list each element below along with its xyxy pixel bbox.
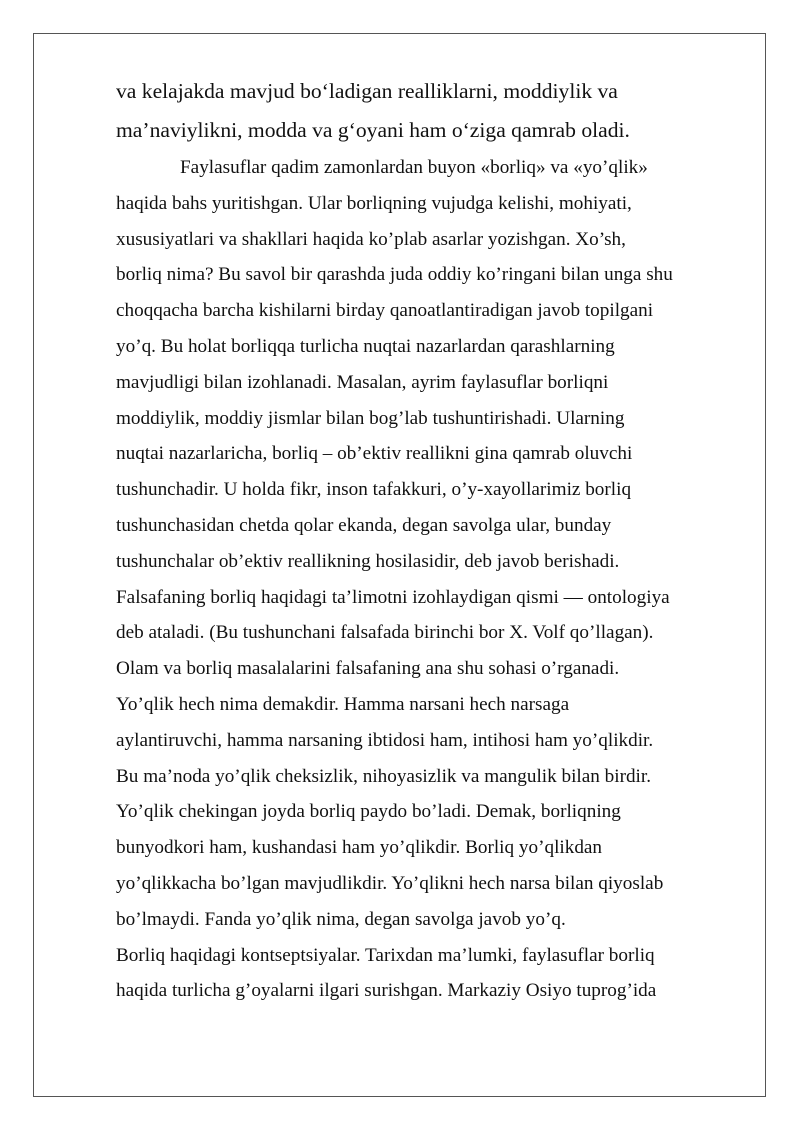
- text-line: Falsafaning borliq haqidagi ta’limotni izohlaydigan qismi — ontologiya: [116, 586, 670, 608]
- document-body: [116, 72, 756, 1009]
- text-line: haqida turlicha g’oyalarni ilgari surishgan. Markaziy Osiyo tuprog’ida: [116, 980, 657, 1002]
- text-line: yo’qlikkacha bo’lgan mavjudlikdir. Yo’qlikni hech narsa bilan qiyoslab: [116, 872, 664, 894]
- text-line: ma’naviylikni, modda va g‘oyani ham o‘ziga qamrab oladi.: [116, 118, 630, 142]
- text-line: Yo’qlik hech nima demakdir. Hamma narsani hech narsaga: [116, 693, 570, 715]
- paragraph-first-line: Faylasuflar qadim zamonlardan buyon «borliq» va «yo’qlik»: [180, 157, 648, 178]
- text-line: deb ataladi. (Bu tushunchani falsafada birinchi bor X. Volf qo’llagan).: [116, 622, 654, 644]
- text-line: Olam va borliq masalalarini falsafaning ana shu sohasi o’rganadi.: [116, 658, 620, 680]
- text-line: xususiyatlari va shakllari haqida ko’plab asarlar yozishgan. Xo’sh,: [116, 228, 626, 250]
- text-line: aylantiruvchi, hamma narsaning ibtidosi ham, intihosi ham yo’qlikdir.: [116, 729, 654, 751]
- text-line: borliq nima? Bu savol bir qarashda juda oddiy ko’ringani bilan unga shu: [116, 264, 673, 286]
- text-line: choqqacha barcha kishilarni birday qanoatlantiradigan javob topilgani: [116, 300, 654, 322]
- text-line: mavjudligi bilan izohlanadi. Masalan, ayrim faylasuflar borliqni: [116, 371, 609, 393]
- text-line: haqida bahs yuritishgan. Ular borliqning vujudga kelishi, mohiyati,: [116, 192, 632, 214]
- text-line: tushunchadir. U holda fikr, inson tafakkuri, o’y-xayollarimiz borliq: [116, 479, 632, 501]
- text-line: nuqtai nazarlaricha, borliq – ob’ektiv reallikni gina qamrab oluvchi: [116, 443, 633, 465]
- text-line: tushunchasidan chetda qolar ekanda, degan savolga ular, bunday: [116, 514, 612, 536]
- text-line: Yo’qlik chekingan joyda borliq paydo bo’ladi. Demak, borliqning: [116, 801, 621, 823]
- text-line: tushunchalar ob’ektiv reallikning hosilasidir, deb javob berishadi.: [116, 550, 620, 572]
- text-line: Borliq haqidagi kontseptsiyalar. Tarixdan ma’lumki, faylasuflar borliq: [116, 944, 655, 966]
- text-line: yo’q. Bu holat borliqqa turlicha nuqtai nazarlardan qarashlarning: [116, 335, 615, 357]
- text-line: bunyodkori ham, kushandasi ham yo’qlikdir. Borliq yo’qlikdan: [116, 837, 603, 859]
- text-line: va kelajakda mavjud bo‘ladigan realliklarni, moddiylik va: [116, 79, 618, 103]
- text-line: bo’lmaydi. Fanda yo’qlik nima, degan savolga javob yo’q.: [116, 908, 566, 930]
- text-line: Bu ma’noda yo’qlik cheksizlik, nihoyasizlik va mangulik bilan birdir.: [116, 765, 652, 787]
- text-line: moddiylik, moddiy jismlar bilan bog’lab tushuntirishadi. Ularning: [116, 407, 625, 429]
